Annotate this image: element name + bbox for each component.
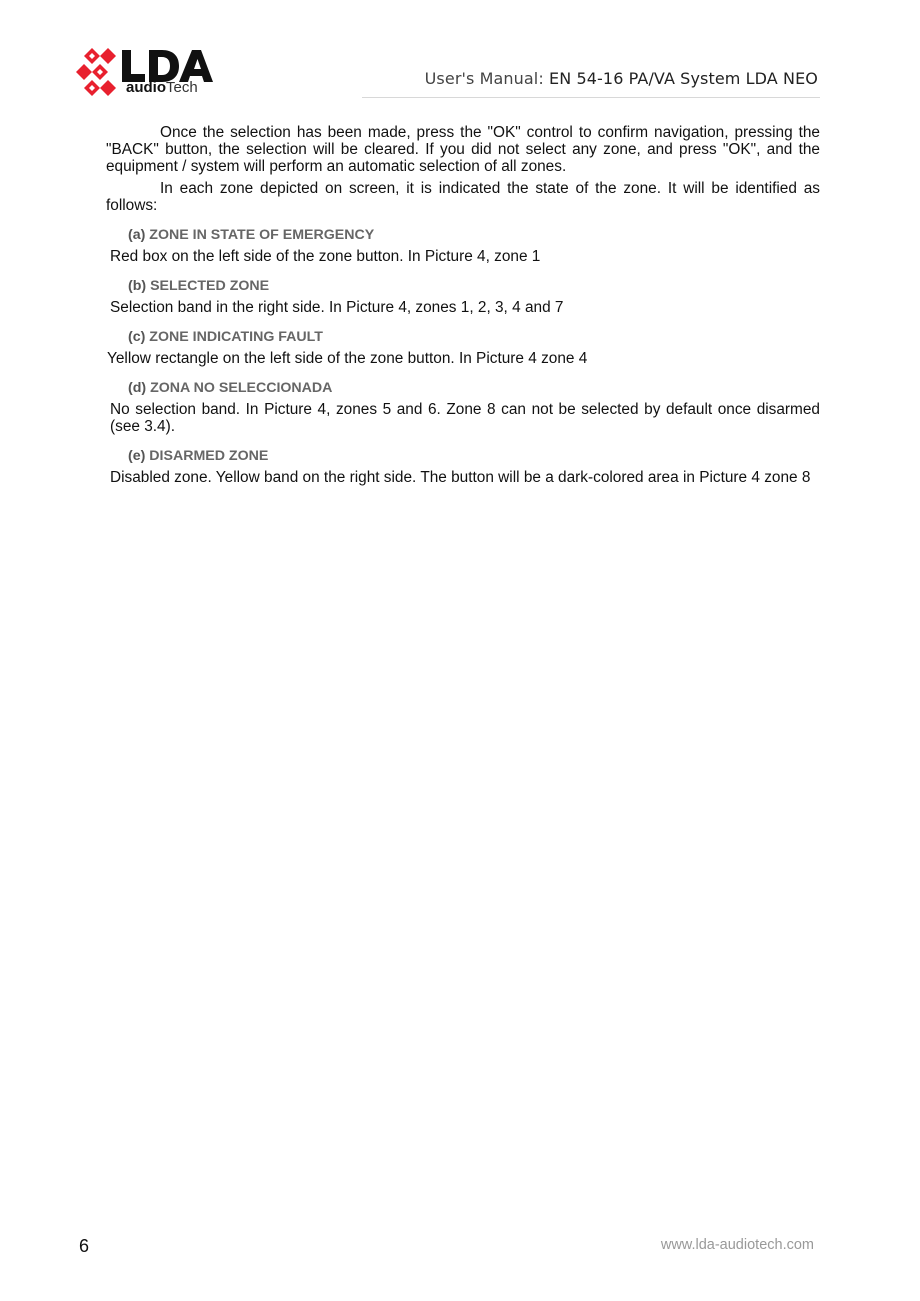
logo-sub-light: Tech: [166, 79, 198, 96]
item-heading: (a) ZONE IN STATE OF EMERGENCY: [128, 227, 375, 243]
item-description: Yellow rectangle on the left side of the zone button. In Picture 4 zone 4: [107, 350, 588, 367]
item-description: No selection band. In Picture 4, zones 5 and 6. Zone 8 can not be selected by default once disarmed (see 3.4).: [110, 401, 820, 435]
item-description: Disabled zone. Yellow band on the right side. The button will be a dark-colored area in Picture 4 zone 8: [110, 469, 811, 486]
item-heading: (b) SELECTED ZONE: [128, 278, 270, 294]
paragraph-zone-state: In each zone depicted on screen, it is indicated the state of the zone. It will be identified as follows:: [106, 180, 820, 214]
zone-state-item: [106, 329, 820, 367]
page-number: 6: [79, 1236, 90, 1256]
paragraph-selection: Once the selection has been made, press the "OK" control to confirm navigation, pressing the "BACK" button, the selection will be cleared. If you did not select any zone, and press "OK", and the equipment / system will perform an automatic selection of all zones.: [106, 124, 820, 175]
page-header: [74, 44, 820, 100]
zone-state-item: [106, 448, 820, 486]
header-divider: [362, 97, 820, 98]
logo-sub-bold: audio: [126, 79, 166, 96]
item-description: Selection band in the right side. In Picture 4, zones 1, 2, 3, 4 and 7: [110, 299, 564, 316]
document-title-prefix: User's Manual:: [424, 69, 550, 88]
item-heading: (c) ZONE INDICATING FAULT: [128, 329, 323, 345]
item-heading: (e) DISARMED ZONE: [128, 448, 269, 464]
zone-state-item: [106, 278, 820, 316]
document-title-main: EN 54-16 PA/VA System LDA NEO: [549, 69, 818, 88]
document-title: [425, 69, 818, 88]
zone-state-item: [106, 227, 820, 265]
zone-state-item: [106, 380, 820, 435]
item-description: Red box on the left side of the zone button. In Picture 4, zone 1: [110, 248, 541, 265]
item-heading: (d) ZONA NO SELECCIONADA: [128, 380, 333, 396]
lda-audiotech-logo: [74, 44, 224, 98]
page-body: [106, 124, 820, 486]
footer-url-link[interactable]: www.lda-audiotech.com: [660, 1237, 814, 1253]
